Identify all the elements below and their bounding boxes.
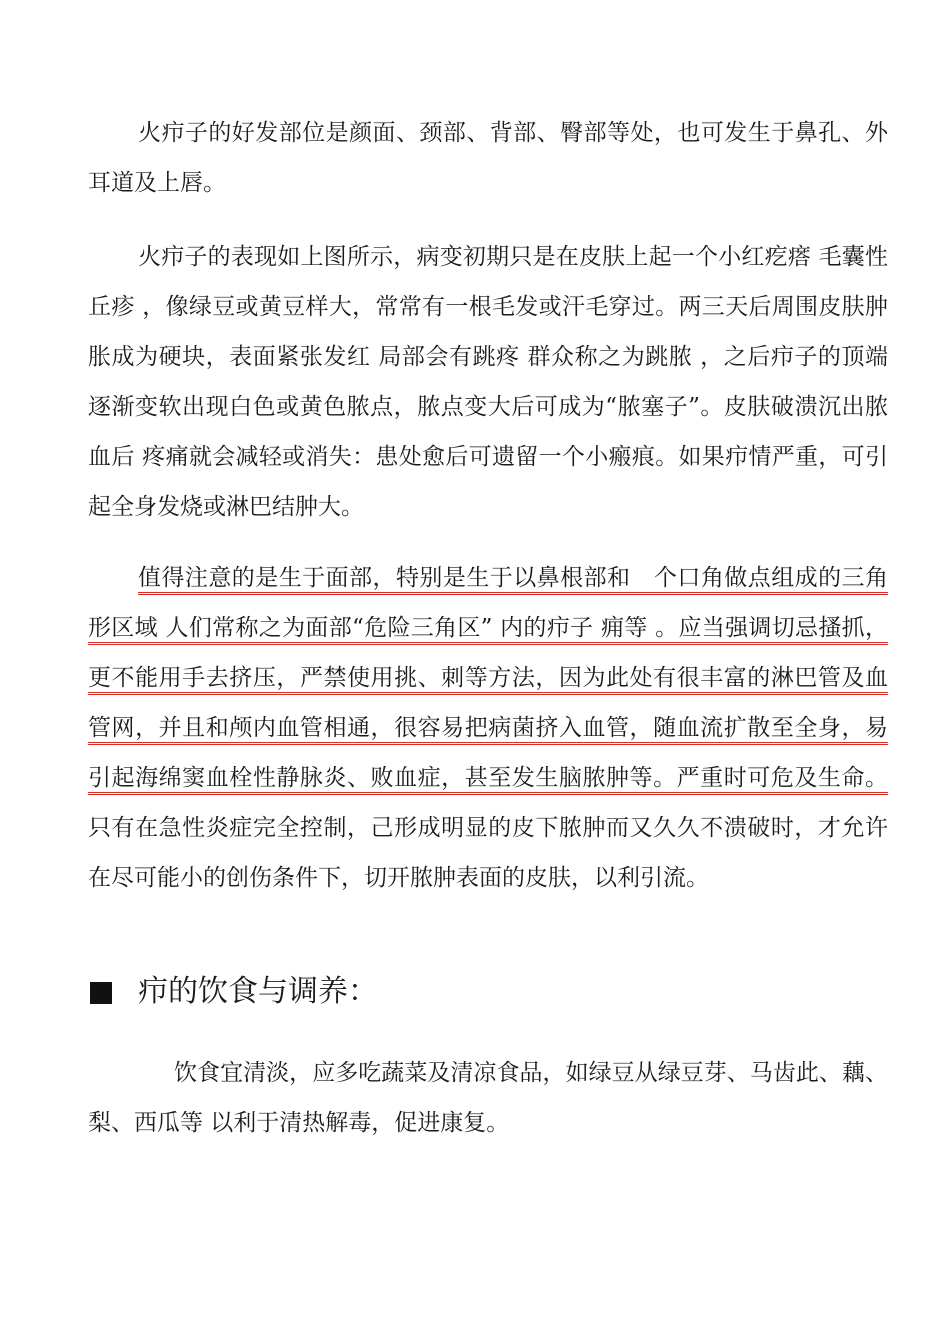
section-heading-text: 疖的饮食与调养： bbox=[138, 974, 378, 1009]
highlighted-warning-text: 值得注意的是生于面部，特别是生于以鼻根部和 个口角做点组成的三角形区域 人们常称之为面部“危险三角区” 内的疖子 痈等 。应当强调切忌搔抓，更不能用手去挤压，严禁使用挑、刺等方法，因为此处有很丰富的淋巴管及血管网，并且和颅内血管相通，很容易把病菌挤入血管，随血流扩散至全身，易引起海绵窦血栓性静脉炎、败血症，甚至发生脑脓肿等。严重时可危及生命。 bbox=[88, 565, 888, 791]
paragraph-diet: 饮食宜清淡，应多吃蔬菜及清凉食品，如绿豆从绿豆芽、马齿此、藕、梨、西瓜等 以利于清热解毒，促进康复。 bbox=[88, 1060, 888, 1136]
black-square-icon bbox=[90, 982, 112, 1004]
paragraph-danger-triangle bbox=[88, 553, 888, 903]
section-heading-diet bbox=[90, 962, 378, 1022]
paragraph-symptoms: 火疖子的表现如上图所示，病变初期只是在皮肤上起一个小红疙瘩 毛囊性丘疹 ，像绿豆或黄豆样大，常常有一根毛发或汗毛穿过。两三天后周围皮肤肿胀成为硬块，表面紧张发红 局部会有跳疼 群众称之为跳脓 ，之后疖子的顶端逐渐变软出现白色或黄色脓点，脓点变大后可成为“脓塞子”。皮肤破溃沉出脓血后 疼痛就会减轻或消失：患处愈后可遗留一个小瘢痕。如果疖情严重，可引起全身发烧或淋巴结肿大。 bbox=[88, 244, 888, 520]
paragraph-danger-triangle-rest: 只有在急性炎症完全控制，己形成明显的皮下脓肿而又久久不溃破时，才允许在尽可能小的创伤条件下，切开脓肿表面的皮肤，以利引流。 bbox=[88, 815, 888, 891]
paragraph-affected-areas: 火疖子的好发部位是颜面、颈部、背部、臀部等处，也可发生于鼻孔、外耳道及上唇。 bbox=[88, 120, 888, 196]
